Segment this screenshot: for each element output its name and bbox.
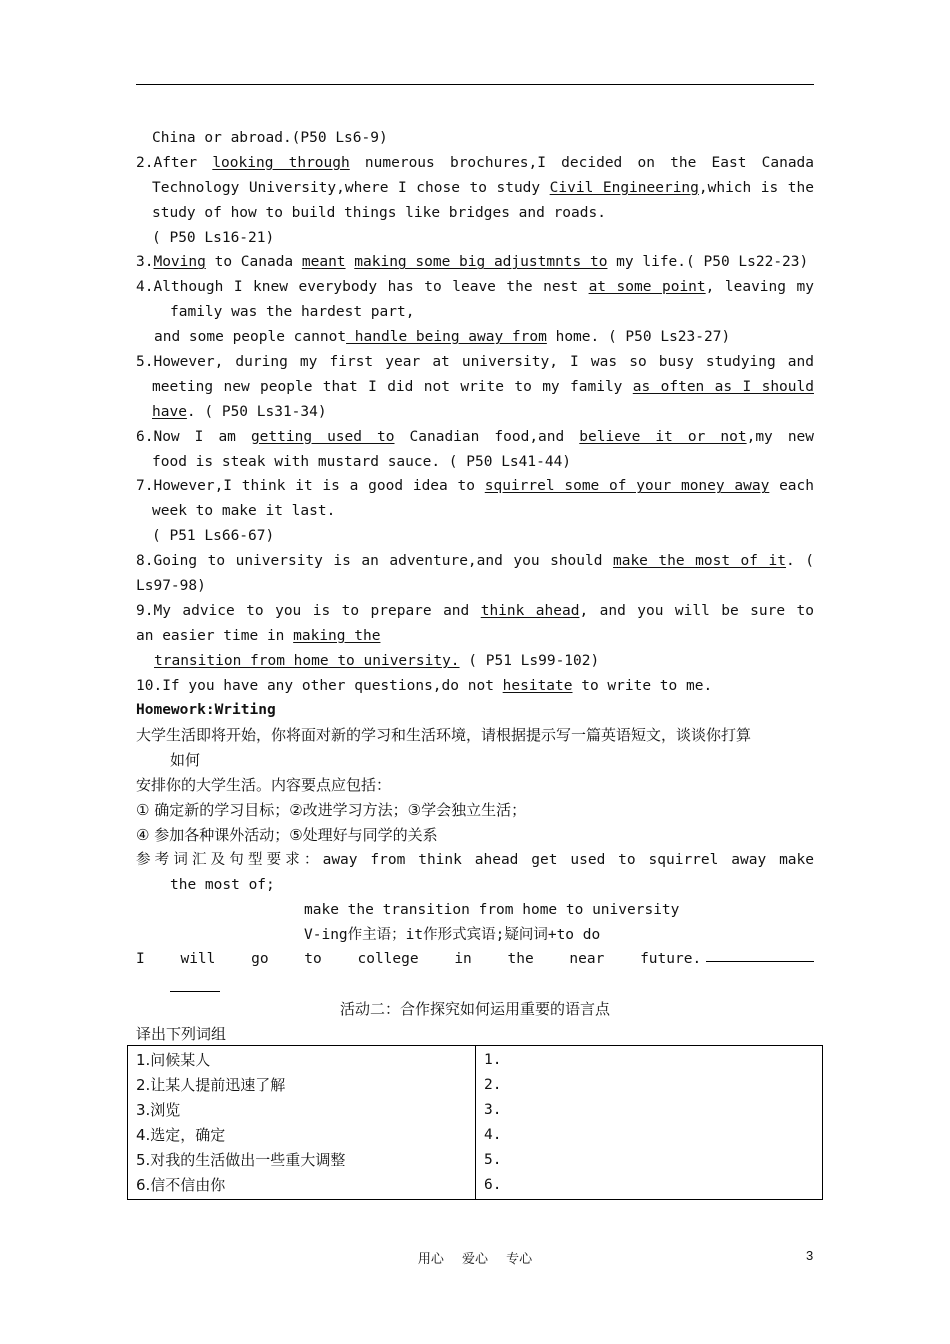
sentence-8-line-2: Ls97-98) xyxy=(136,578,206,595)
sentence-5-line-3: have. ( P50 Ls31-34) xyxy=(152,403,327,420)
translation-table xyxy=(127,1045,823,1200)
sentence-2-line-3: study of how to build things like bridges and roads. xyxy=(152,204,606,221)
table-cell-cn: 1.问候某人 2.让某人提前迅速了解 3.浏览 4.选定，确定 5.对我的生活做出一些重大调整 6.信不信由你 xyxy=(128,1046,476,1200)
sentence-2-ref: ( P50 Ls16-21) xyxy=(152,229,275,246)
homework-prompt-1b: 如何 xyxy=(170,751,201,770)
homework-title: Homework:Writing xyxy=(136,702,276,719)
sentence-9-line-3: transition from home to university. ( P51 Ls99-102) xyxy=(154,652,600,669)
sentence-4-line-1: 4.Although I knew everybody has to leave the nest at some point, leaving my xyxy=(136,279,814,296)
homework-prompt-1: 大学生活即将开始，你将面对新的学习和生活环境，请根据提示写一篇英语短文，谈谈你打算 xyxy=(136,726,752,745)
sentence-6-line-2: food is steak with mustard sauce. ( P50 Ls41-44) xyxy=(152,453,572,470)
phrase-looking-through: looking through xyxy=(212,154,350,171)
sentence-6-line-1: 6.Now I am getting used to Canadian food,and believe it or not,my new xyxy=(136,428,814,445)
sentence-9-line-1: 9.My advice to you is to prepare and think ahead, and you will be sure to xyxy=(136,602,814,619)
sentence-7-line-1: 7.However,I think it is a good idea to squirrel some of your money away each xyxy=(136,478,814,495)
sentence-5-line-2: meeting new people that I did not write to my family as often as I should xyxy=(152,378,814,395)
phrase-civil-engineering: Civil Engineering xyxy=(549,179,699,196)
sentence-7-ref: ( P51 Ls66-67) xyxy=(152,528,275,545)
homework-points-2: ④ 参加各种课外活动；⑤处理好与同学的关系 xyxy=(136,825,438,844)
answer-blank-2[interactable] xyxy=(170,977,220,992)
homework-prompt-2: 安排你的大学生活。内容要点应包括： xyxy=(136,776,392,795)
sentence-10: 10.If you have any other questions,do not hesitate to write to me. xyxy=(136,677,713,694)
sentence-8-line-1: 8.Going to university is an adventure,and you should make the most of it. ( xyxy=(136,553,814,570)
sentence-2-line-1: 2.After looking through numerous brochures,I decided on the East Canada xyxy=(136,154,814,171)
sentence-4-line-3: and some people cannot handle being away from home. ( P50 Ls23-27) xyxy=(154,329,731,346)
homework-vocab-3: make the transition from home to university xyxy=(304,901,680,918)
header-rule xyxy=(136,84,814,85)
sentence-1-tail: China or abroad.(P50 Ls6-9) xyxy=(152,130,388,146)
homework-start-line: I will go to college in the near future. xyxy=(136,947,814,972)
sentence-2-line-2: Technology University,where I chose to study Civil Engineering,which is the xyxy=(152,179,814,196)
answer-blank[interactable] xyxy=(706,947,814,962)
homework-vocab-4: V-ing作主语；it作形式宾语;疑问词+to do xyxy=(304,926,601,943)
activity-title: 活动二：合作探究如何运用重要的语言点 xyxy=(339,1000,610,1019)
homework-vocab-1: 参考词汇及句型要求：away from think ahead get used to squirrel away make xyxy=(136,851,814,868)
homework-vocab-2: the most of; xyxy=(170,876,275,893)
sentence-4-line-2: family was the hardest part, xyxy=(170,304,415,321)
activity-instruction: 译出下列词组 xyxy=(136,1025,227,1044)
sentence-7-line-2: week to make it last. xyxy=(152,503,336,520)
sentence-5-line-1: 5.However, during my first year at university, I was so busy studying and xyxy=(136,354,814,371)
footer-motto: 用心 爱心 专心 xyxy=(417,1252,533,1267)
sentence-9-line-2: an easier time in making the xyxy=(136,627,381,644)
document-body xyxy=(136,126,814,1047)
table-cell-answer[interactable]: 1. 2. 3. 4. 5. 6. xyxy=(484,1052,502,1193)
homework-start-line-2 xyxy=(136,972,814,997)
sentence-3: 3.Moving to Canada meant making some big adjustmnts to my life.( P50 Ls22-23) xyxy=(136,254,809,271)
page-number: 3 xyxy=(806,1248,814,1263)
table-row xyxy=(128,1046,823,1200)
homework-points-1: ① 确定新的学习目标；②改进学习方法；③学会独立生活； xyxy=(136,801,527,820)
